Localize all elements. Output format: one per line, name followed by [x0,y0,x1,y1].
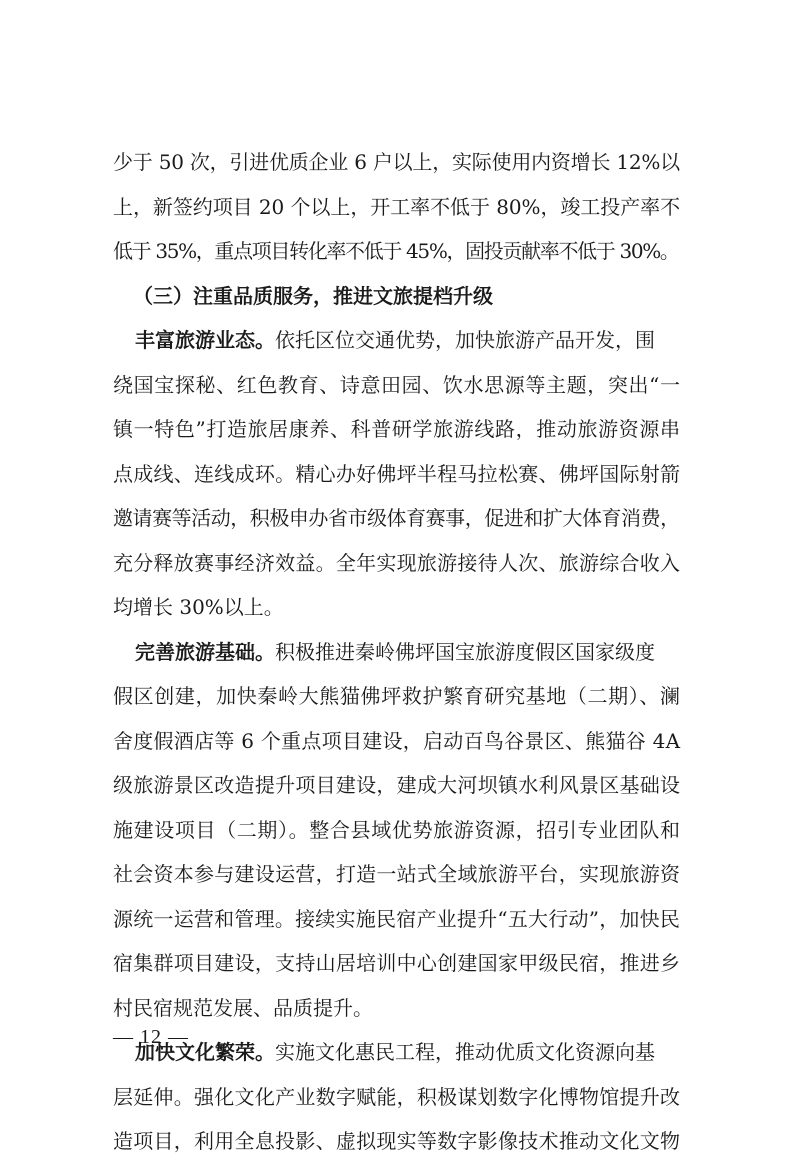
line-text: 源统一运营和管理。接续实施民宿产业提升“五大行动”，加快民 [113,906,681,931]
text-line [0,719,793,763]
line-text: 舍度假酒店等 6 个重点项目建设，启动百鸟谷景区、熊猫谷 4A [113,728,681,753]
text-line [0,363,793,407]
text-line [0,1119,793,1163]
line-text: 社会资本参与建设运营，打造一站式全域旅游平台，实现旅游资 [113,862,681,886]
line-text: 低于 35%，重点项目转化率不低于 45%，固投贡献率不低于 30%。 [113,239,679,263]
text-line [0,585,793,629]
text-line [0,897,793,941]
line-text: 充分释放赛事经济效益。全年实现旅游接待人次、旅游综合收入 [113,550,681,575]
text-line [0,407,793,451]
paragraph-lead: 完善旅游基础。 [135,639,275,664]
text-line [0,630,793,674]
line-text: 村民宿规范发展、品质提升。 [113,995,373,1020]
paragraph-lead: 丰富旅游业态。 [135,328,275,352]
section-heading [0,274,793,318]
line-text: 层延伸。强化文化产业数字赋能，积极谋划数字化博物馆提升改 [113,1084,681,1109]
line-text: 依托区位交通优势，加快旅游产品开发，围 [275,328,655,352]
text-line [0,318,793,362]
page-number: — 12 — [113,1026,189,1048]
text-line [0,986,793,1030]
line-text: 点成线、连线成环。精心办好佛坪半程马拉松赛、佛坪国际射箭 [113,461,681,486]
line-text: 邀请赛等活动，积极申办省市级体育赛事，促进和扩大体育消费， [113,506,680,530]
line-text: 造项目，利用全息投影、虚拟现实等数字影像技术推动文化文物 [113,1129,681,1153]
text-line [0,185,793,229]
text-line [0,941,793,985]
line-text: 宿集群项目建设，支持山居培训中心创建国家甲级民宿，推进乡 [113,951,681,975]
text-line [0,541,793,585]
text-line [0,496,793,540]
line-text: 上，新签约项目 20 个以上，开工率不低于 80%，竣工投产率不 [113,194,681,219]
line-text: 施建设项目（二期）。整合县域优势旅游资源，招引专业团队和 [113,817,681,842]
line-text: 镇一特色”打造旅居康养、科普研学旅游线路，推动旅游资源串 [113,417,681,441]
line-text: 积极推进秦岭佛坪国宝旅游度假区国家级度 [275,639,655,664]
heading-text: （三）注重品质服务，推进文旅提档升级 [133,283,493,308]
line-text: 实施文化惠民工程，推动优质文化资源向基 [275,1040,655,1064]
line-text: 均增长 30%以上。 [113,595,284,619]
text-line [0,229,793,273]
line-text: 少于 50 次，引进优质企业 6 户以上，实际使用内资增长 12%以 [113,150,680,174]
text-line [0,852,793,896]
line-text: 绕国宝探秘、红色教育、诗意田园、饮水思源等主题，突出“一 [113,372,681,397]
text-line [0,140,793,184]
text-line [0,452,793,496]
text-line [0,674,793,718]
line-text: 级旅游景区改造提升项目建设，建成大河坝镇水利风景区基础设 [113,773,681,797]
text-line [0,763,793,807]
text-line [0,808,793,852]
text-line [0,1075,793,1119]
paragraph-lead: 加快文化繁荣。 [135,1040,275,1064]
line-text: 假区创建，加快秦岭大熊猫佛坪救护繁育研究基地（二期）、澜 [113,684,681,708]
